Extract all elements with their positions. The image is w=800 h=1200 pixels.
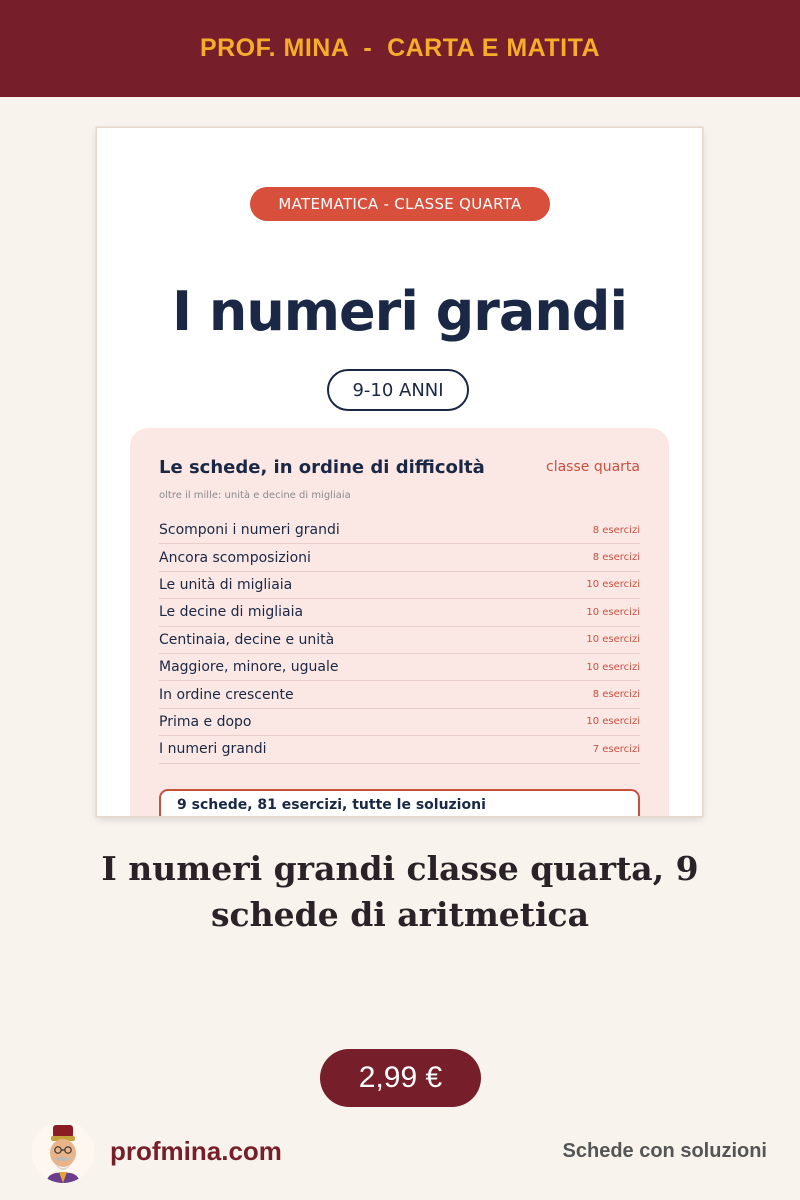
exercise-count: 10 esercizi bbox=[586, 661, 640, 673]
worksheet-name: Scomponi i numeri grandi bbox=[159, 522, 340, 539]
worksheet-name: Maggiore, minore, uguale bbox=[159, 659, 339, 676]
list-item bbox=[159, 627, 640, 654]
cover-preview[interactable] bbox=[97, 128, 702, 816]
class-label: classe quarta bbox=[546, 459, 640, 475]
age-badge: 9-10 ANNI bbox=[327, 369, 469, 411]
professor-avatar-icon bbox=[32, 1121, 94, 1183]
list-item bbox=[159, 517, 640, 544]
exercise-count: 8 esercizi bbox=[592, 524, 640, 536]
exercise-count: 10 esercizi bbox=[586, 716, 640, 728]
list-item bbox=[159, 572, 640, 599]
summary-box: 9 schede, 81 esercizi, tutte le soluzioni bbox=[159, 789, 640, 816]
worksheet-name: Le decine di migliaia bbox=[159, 604, 304, 621]
price-button[interactable]: 2,99 € bbox=[320, 1049, 481, 1107]
cover-title: I numeri grandi bbox=[172, 280, 627, 343]
list-item bbox=[159, 654, 640, 681]
worksheet-list bbox=[159, 517, 640, 764]
list-item bbox=[159, 544, 640, 571]
list-item bbox=[159, 681, 640, 708]
exercise-count: 8 esercizi bbox=[592, 689, 640, 701]
brand-title: PROF. MINA - CARTA E MATITA bbox=[199, 34, 601, 62]
product-title[interactable]: I numeri grandi classe quarta, 9 schede di aritmetica bbox=[101, 849, 699, 934]
panel-heading: Le schede, in ordine di difficoltà bbox=[159, 457, 485, 478]
worksheet-list-panel bbox=[130, 428, 669, 816]
top-banner bbox=[0, 0, 800, 97]
list-item bbox=[159, 709, 640, 736]
worksheet-name: Le unità di migliaia bbox=[159, 576, 293, 593]
panel-subtitle: oltre il mille: unità e decine di migliaia bbox=[159, 490, 351, 501]
subject-badge: MATEMATICA - CLASSE QUARTA bbox=[250, 187, 550, 221]
exercise-count: 8 esercizi bbox=[592, 552, 640, 564]
site-link[interactable]: profmina.com bbox=[110, 1136, 282, 1166]
list-item bbox=[159, 599, 640, 626]
exercise-count: 10 esercizi bbox=[586, 606, 640, 618]
worksheet-name: Prima e dopo bbox=[159, 713, 252, 730]
worksheet-name: Ancora scomposizioni bbox=[159, 549, 311, 566]
exercise-count: 10 esercizi bbox=[586, 579, 640, 591]
worksheet-name: In ordine crescente bbox=[159, 686, 294, 703]
worksheet-name: Centinaia, decine e unità bbox=[159, 631, 335, 648]
exercise-count: 10 esercizi bbox=[586, 634, 640, 646]
tagline: Schede con soluzioni bbox=[562, 1140, 767, 1162]
worksheet-name: I numeri grandi bbox=[159, 741, 267, 758]
list-item bbox=[159, 736, 640, 763]
exercise-count: 7 esercizi bbox=[592, 743, 640, 755]
